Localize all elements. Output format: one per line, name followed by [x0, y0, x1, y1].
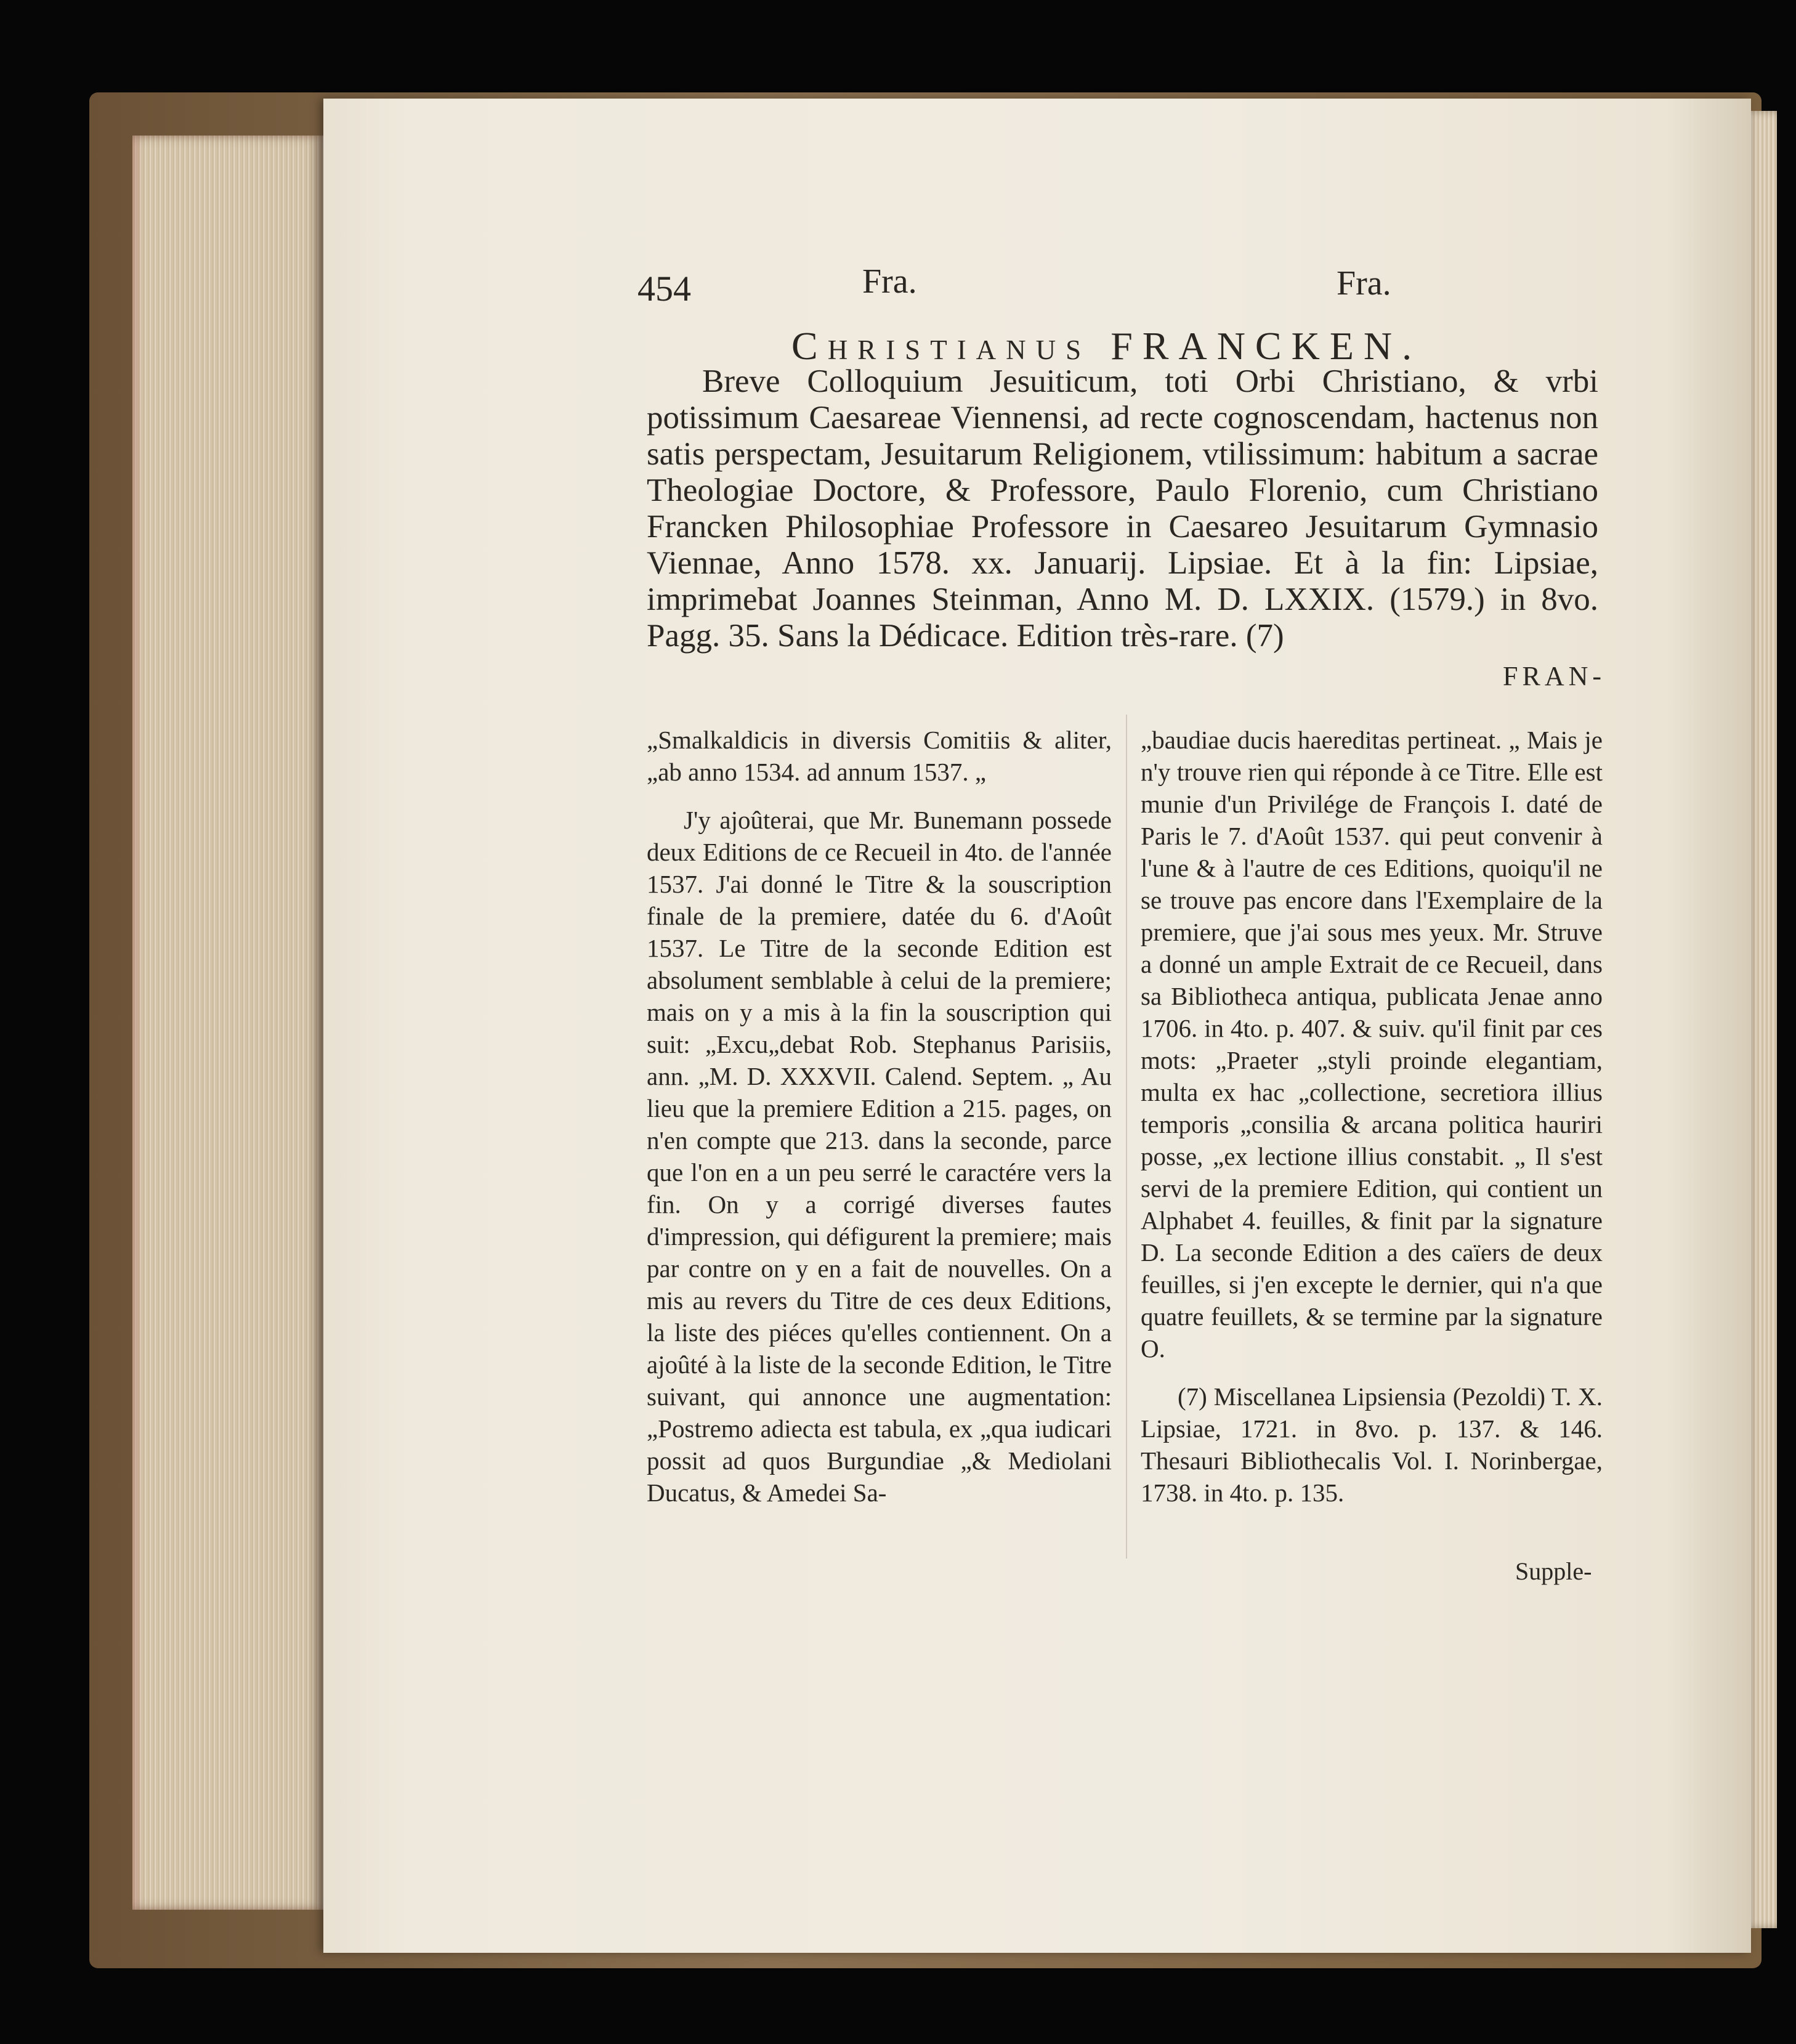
left-column-paragraph: J'y ajoûterai, que Mr. Bunemann possede deux Editions de ce Recueil in 4to. de l'année 1537. J'ai donné le Titre & la souscription finale de la premiere, datée du 6. d'Août 1537. Le Titre de la seconde Edition est absolument semblable à celui de la premiere; mais on y a mis à la fin la souscription qui suit: „Excu„debat Rob. Stephanus Parisiis, ann. „M. D. XXXVII. Calend. Septem. „ Au lieu que la premiere Edition a 215. pages, on n'en compte que 213. dans la seconde, parce que l'on en a un peu serré le caractére vers la fin. On y a corrigé diverses fautes d'impression, qui défigurent la premiere; mais par contre on y en a fait de nouvelles. On a mis au revers du Titre de ces deux Editions, la liste des piéces qu'elles contiennent. On a ajoûté à la liste de la seconde Edition, le Titre suivant, qui annonce une augmentation: „Postremo adiecta est tabula, ex „qua iudicari possit ad quos Burgundiae „& Mediolani Ducatus, & Amedei Sa- — [647, 806, 1112, 1507]
catchword-footer: Supple- — [1515, 1557, 1592, 1585]
left-column — [647, 724, 1112, 1509]
footnote: (7) Miscellanea Lipsiensia (Pezoldi) T. X. Lipsiae, 1721. in 8vo. p. 137. & 146. Thesauri Bibliothecalis Vol. I. Norinbergae, 1738. in 4to. p. 135. — [1141, 1382, 1603, 1507]
entry-heading: Christianus FRANCKEN. — [791, 324, 1422, 368]
right-column — [1141, 724, 1603, 1509]
entry-body: Breve Colloquium Jesuiticum, toti Orbi Christiano, & vrbi potissimum Caesareae Viennensi, ad recte cognoscendam, hactenus non satis perspectam, Jesuitarum Religionem, vtilissimum: habitum a sacrae Theologiae Doctore, & Professore, Paulo Florenio, cum Christiano Francken Philosophiae Professore in Caesareo Jesuitarum Gymnasio Viennae, Anno 1578. xx. Januarij. Lipsiae. Et à la fin: Lipsiae, imprimebat Joannes Steinman, Anno M. D. LXXIX. (1579.) in 8vo. Pagg. 35. Sans la Dédicace. Edition très-rare. (7) — [647, 363, 1598, 654]
page-edges-left — [132, 136, 323, 1910]
right-column-paragraph: „baudiae ducis haereditas pertineat. „ Mais je n'y trouve rien qui réponde à ce Titre. Elle est munie d'un Privilége de François I. daté de Paris le 7. d'Août 1537. qui peut convenir à l'une & à l'autre de ces Editions, quoiqu'il ne se trouve pas encore dans l'Exemplaire de la premiere, que j'ai sous mes yeux. Mr. Struve a donné un ample Extrait de ce Recueil, dans sa Bibliotheca antiqua, publicata Jenae anno 1706. in 4to. p. 407. & suiv. qu'il finit par ces mots: „Praeter „styli proinde elegantiam, multa ex hac „collectione, secretiora illius temporis „consilia & arcana politica hauriri posse, „ex lectione illius constabit. „ Il s'est servi de la premiere Edition, qui contient un Alphabet 4. feuilles, & finit par la signature D. La seconde Edition a des caïers de deux feuilles, si j'en excepte le dernier, qui n'a que quatre feuillets, & se termine par la signature O. — [1141, 726, 1603, 1363]
column-divider — [1126, 715, 1127, 1559]
page-number: 454 — [637, 269, 691, 309]
catchword-entry: FRAN- — [1503, 661, 1606, 691]
running-head-right: Fra. — [1337, 264, 1391, 302]
running-head-left: Fra. — [862, 262, 917, 301]
left-column-paragraph: „Smalkaldicis in diversis Comitiis & aliter, „ab anno 1534. ad annum 1537. „ — [647, 726, 1112, 786]
